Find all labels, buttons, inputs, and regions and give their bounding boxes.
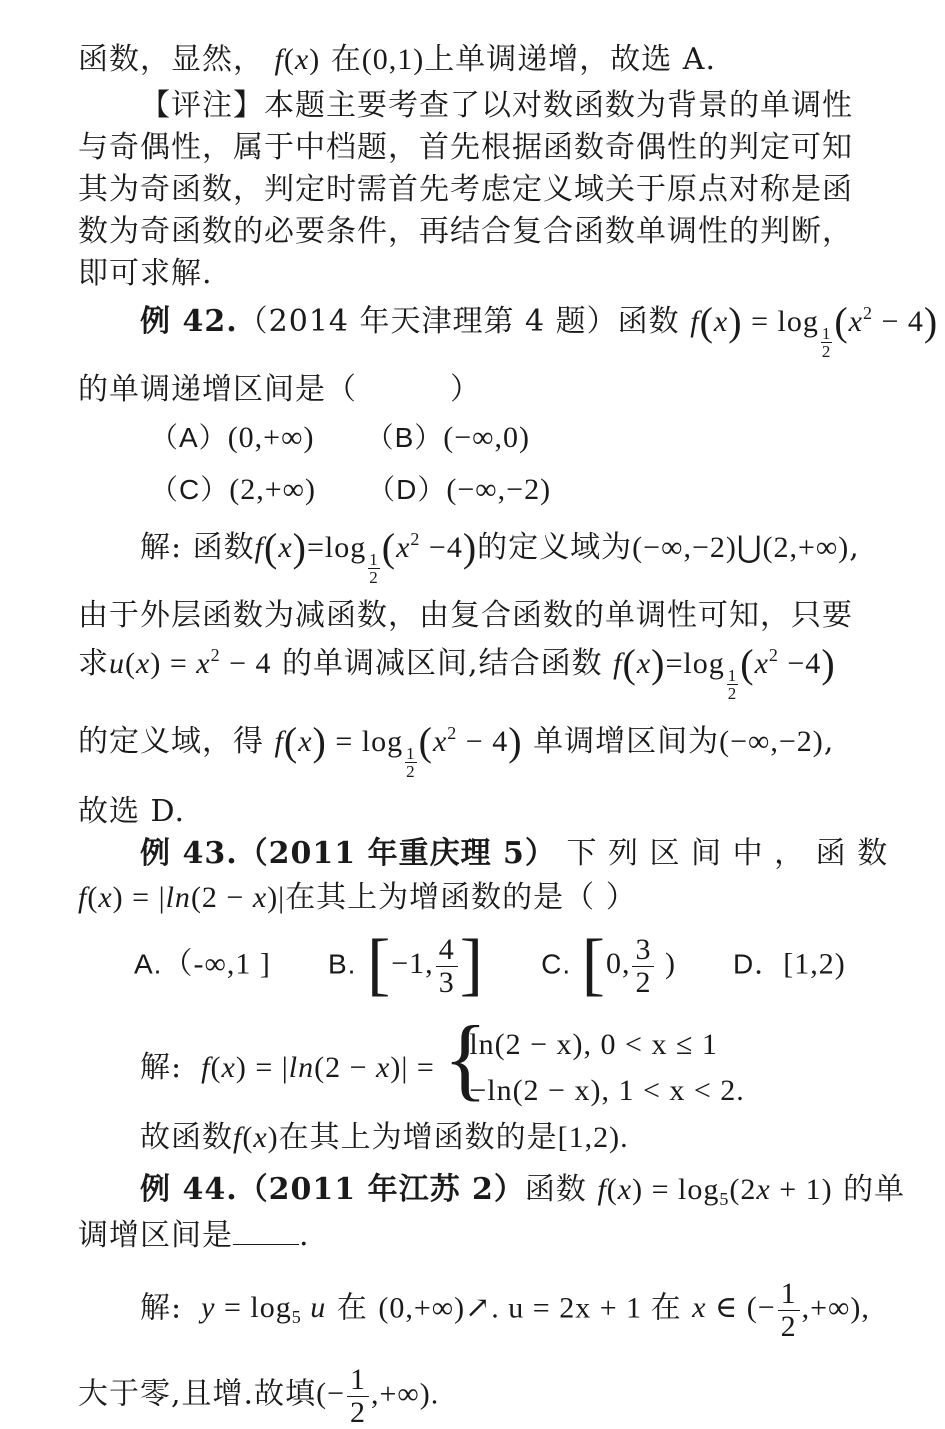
text-segment: 在: [330, 42, 362, 77]
example-42-options-row-2: [150, 470, 551, 510]
example-43-stem: [140, 834, 888, 874]
option-b-label: （B）: [365, 422, 444, 453]
text-segment: 下 列 区 间 中 ， 函 数: [566, 836, 889, 871]
case-row-2: −ln(2 − x), 1 < x < 2.: [469, 1074, 745, 1107]
solution-label: 解:: [140, 1290, 183, 1326]
option-d-label: D．: [733, 948, 784, 980]
example-43-conclusion: [140, 1118, 629, 1158]
option-d-value: [1,2): [783, 947, 846, 981]
comment-line-1: 【评注】本题主要考查了以对数函数为背景的单调性: [140, 88, 853, 123]
example-42-stem: [140, 299, 939, 361]
example-43-options: [134, 926, 846, 1014]
math-interval: (−∞,−2): [719, 725, 824, 758]
example-number: 例 42.: [140, 304, 238, 339]
example-44-solution-line-2: [78, 1364, 439, 1429]
math-abs-function: f(x) = |ln(2 − x)|: [78, 881, 286, 914]
text-segment: 单调增区间为: [533, 724, 720, 759]
text-line: [78, 40, 716, 80]
math-fraction: (− $\frac{1}{2}$: [316, 1377, 371, 1410]
comment-line-5: 即可求解.: [78, 256, 213, 291]
option-b-value: (−∞,0): [443, 421, 531, 454]
solution-label: 解: 函数: [140, 530, 255, 565]
math-interval: [1,2).: [557, 1121, 629, 1154]
text-segment: ,+∞),: [801, 1291, 870, 1325]
text-segment: 故函数: [140, 1120, 233, 1155]
math-abs-function: f(x) = |ln(2 − x)| =: [201, 1051, 435, 1084]
example-43-stem-line-2: [78, 878, 637, 918]
text-segment: 的单: [843, 1172, 906, 1207]
option-a-label: （A）: [150, 422, 228, 453]
fraction-denominator: 3: [438, 966, 455, 999]
text-segment: . u = 2x + 1 在: [491, 1291, 682, 1325]
option-a-label: A.: [134, 948, 163, 980]
example-44-stem: [140, 1170, 905, 1210]
text-segment: 的定义域为: [477, 530, 633, 565]
option-b-value: [−1, $\frac{4}{3}$ ]: [366, 926, 484, 1004]
example-43-solution: [140, 1007, 745, 1112]
math-domain: (−∞,−2)⋃(2,+∞): [632, 531, 850, 564]
math-fx: f(x): [233, 1121, 279, 1154]
text-segment: 在其上为增函数的是（ ）: [285, 880, 637, 915]
example-42-solution-line-3: [78, 641, 836, 703]
example-44-stem-line-2: [78, 1216, 310, 1256]
case-row-1: ln(2 − x), 0 < x ≤ 1: [469, 1028, 718, 1061]
option-a-value: (0,+∞): [227, 421, 315, 454]
comment-line-4: 数为奇函数的必要条件，再结合复合函数单调性的判断，: [78, 214, 853, 249]
option-a-value: （-∞,1 ]: [162, 947, 271, 981]
text-segment: 的单调减区间,结合函数: [282, 646, 603, 681]
example-42-solution-line-5: 故选 D.: [78, 794, 186, 829]
option-c-label: C.: [541, 948, 572, 980]
example-42-solution-line-4: 的定义域，得 f(x) = log $\frac{1}{2}$ $(x^2 - 4)$ 单调增区间为(−∞,−2),: [78, 719, 835, 781]
increasing-arrow-icon: ↗: [465, 1290, 492, 1326]
text-segment: 大于零,且增.故填: [78, 1376, 317, 1412]
text-segment: .: [299, 1218, 310, 1253]
math-y-log: $y = \log_5 u$: [201, 1291, 327, 1328]
text-segment: 求: [78, 646, 109, 681]
math-fx: f(x): [274, 43, 321, 76]
option-c-label: （C）: [150, 474, 230, 505]
interval-start: 0,: [605, 947, 631, 981]
fraction-numerator: 4: [436, 934, 458, 967]
math-log5-function: $f(x) = \log_5(2x + 1)$: [597, 1173, 833, 1209]
example-source: （2014 年天津理第 4 题）函数: [237, 304, 680, 339]
math-x-in: x ∈ (− $\frac{1}{2}$: [692, 1291, 801, 1324]
example-42-solution-line-1: 解: 函数f(x)=log $\frac{1}{2}$ $(x^2 -4)$的定义域为(−∞,−2)⋃(2,+∞),: [140, 525, 860, 587]
math-interval: (0,+∞): [378, 1291, 466, 1325]
text-segment: 在: [336, 1290, 368, 1326]
option-c-value: [0, $\frac{3}{2}$ ): [581, 926, 676, 1004]
interval-start: −1,: [391, 947, 434, 981]
example-number: 例 44.（2011 年江苏 2）: [140, 1172, 525, 1207]
example-42-options-row-1: [150, 418, 530, 458]
comment-line-2: 与奇偶性，属于中档题，首先根据函数奇偶性的判定可知: [78, 130, 853, 165]
option-b-label: B.: [327, 948, 357, 980]
example-42-question: 的单调递增区间是（ ）: [78, 372, 481, 407]
example-42-solution-line-2: 由于外层函数为减函数，由复合函数的单调性可知，只要: [78, 598, 853, 633]
piecewise-cases: { ln(2 − x), 0 < x ≤ 1 −ln(2 − x), 1 < x < 2.: [445, 1022, 745, 1114]
text-segment: 函数: [524, 1172, 587, 1207]
math-u-function: $u(x) = x^2 - 4$: [109, 645, 272, 680]
text-segment: 在其上为增函数的是: [278, 1120, 558, 1155]
answer-blank: [233, 1216, 299, 1245]
text-segment: 的定义域，得: [78, 724, 264, 759]
example-number: 例 43.（2011 年重庆理 5）: [140, 836, 556, 871]
option-d-value: (−∞,−2): [446, 473, 552, 506]
text-segment: ,+∞).: [371, 1377, 440, 1411]
math-log-function: f(x) = log $\frac{1}{2}$ $(x^2 - 4)$: [274, 719, 523, 781]
option-d-label: （D）: [367, 474, 447, 505]
text-segment: 函数，显然，: [78, 42, 264, 77]
text-segment: 调增区间是: [78, 1218, 233, 1253]
math-log-function: f(x)=log $\frac{1}{2}$ $(x^2 -4)$: [254, 525, 478, 587]
solution-label: 解:: [140, 1050, 183, 1085]
math-interval: (0,1): [361, 43, 425, 76]
text-segment: 上单调递增，故选 A.: [424, 42, 716, 77]
example-44-solution-line-1: [140, 1278, 870, 1343]
math-log-function: f(x)=log $\frac{1}{2}$ $(x^2 -4)$: [613, 641, 836, 703]
fraction-numerator: 3: [632, 934, 654, 967]
option-c-value: (2,+∞): [229, 473, 317, 506]
math-log-function: f(x) = log $\frac{1}{2}$ $(x^2 - 4)$: [690, 299, 939, 361]
fraction-denominator: 2: [635, 966, 652, 999]
comment-line-3: 其为奇函数，判定时需首先考虑定义域关于原点对称是函: [78, 172, 853, 207]
